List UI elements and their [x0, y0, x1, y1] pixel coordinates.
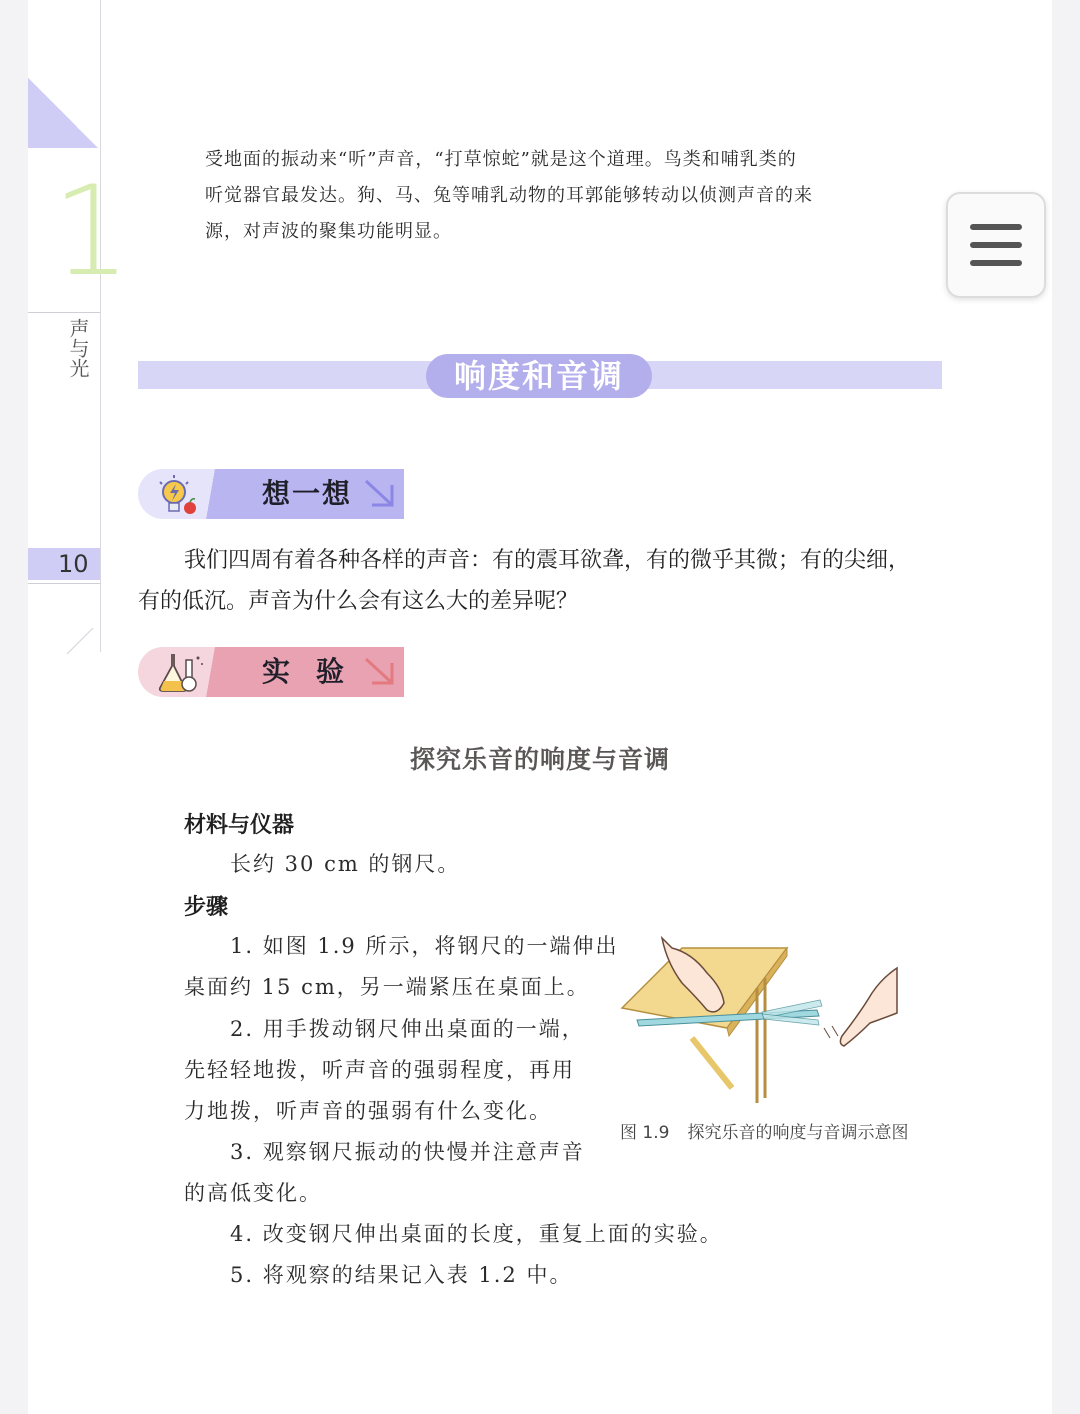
intro-line: 源，对声波的聚集功能明显。	[205, 221, 452, 242]
figure-caption	[620, 1118, 908, 1143]
menu-button[interactable]	[946, 192, 1046, 298]
chapter-name: 声与光	[66, 318, 90, 378]
intro-line: 受地面的振动来“听”声音，“打草惊蛇”就是这个道理。鸟类和哺乳类的	[205, 149, 797, 170]
step-line: 2. 用手拨动钢尺伸出桌面的一端，	[230, 1017, 585, 1041]
page-number: 10	[58, 550, 89, 578]
tab-corner-triangle	[28, 78, 98, 148]
figure-illustration	[612, 928, 912, 1108]
intro-paragraph	[205, 142, 895, 250]
step-line: 的高低变化。	[184, 1181, 322, 1205]
tab-divider	[28, 312, 100, 313]
step-line: 3. 观察钢尺振动的快慢并注意声音	[230, 1140, 585, 1164]
arrow-down-right-icon	[362, 655, 398, 689]
materials-heading: 材料与仪器	[184, 813, 295, 838]
intro-line: 听觉器官最发达。狗、马、兔等哺乳动物的耳郭能够转动以侦测声音的来	[205, 185, 813, 206]
think-label: 想一想	[262, 477, 353, 510]
think-paragraph	[138, 540, 938, 622]
materials-text: 长约 30 cm 的钢尺。	[230, 852, 461, 876]
think-line: 我们四周有着各种各样的声音：有的震耳欲聋，有的微乎其微；有的尖细，	[184, 548, 911, 573]
step-line: 4. 改变钢尺伸出桌面的长度，重复上面的实验。	[230, 1222, 723, 1246]
tab-divider	[28, 583, 100, 584]
lightbulb-icon	[150, 472, 210, 516]
section-title: 响度和音调	[426, 354, 652, 398]
steps-heading: 步骤	[184, 895, 229, 920]
experiment-label: 实验	[262, 655, 371, 688]
experiment-badge	[138, 647, 404, 697]
step-line: 桌面约 15 cm，另一端紧压在桌面上。	[184, 975, 590, 999]
step-line: 5. 将观察的结果记入表 1.2 中。	[230, 1263, 573, 1287]
experiment-title: 探究乐音的响度与音调	[409, 745, 670, 774]
think-badge	[138, 469, 404, 519]
step-line: 先轻轻地拨，听声音的强弱程度，再用	[184, 1058, 575, 1082]
figure-number: 图 1.9	[620, 1123, 670, 1143]
chapter-number: 1	[52, 160, 131, 304]
figure-caption-text: 探究乐音的响度与音调示意图	[687, 1123, 909, 1143]
flask-icon	[150, 650, 210, 694]
step-line: 1. 如图 1.9 所示，将钢尺的一端伸出	[230, 934, 619, 958]
tab-fold	[60, 628, 100, 654]
step-line: 力地拨，听声音的强弱有什么变化。	[184, 1099, 552, 1123]
think-line: 有的低沉。声音为什么会有这么大的差异呢？	[138, 589, 579, 614]
arrow-down-right-icon	[362, 477, 398, 511]
